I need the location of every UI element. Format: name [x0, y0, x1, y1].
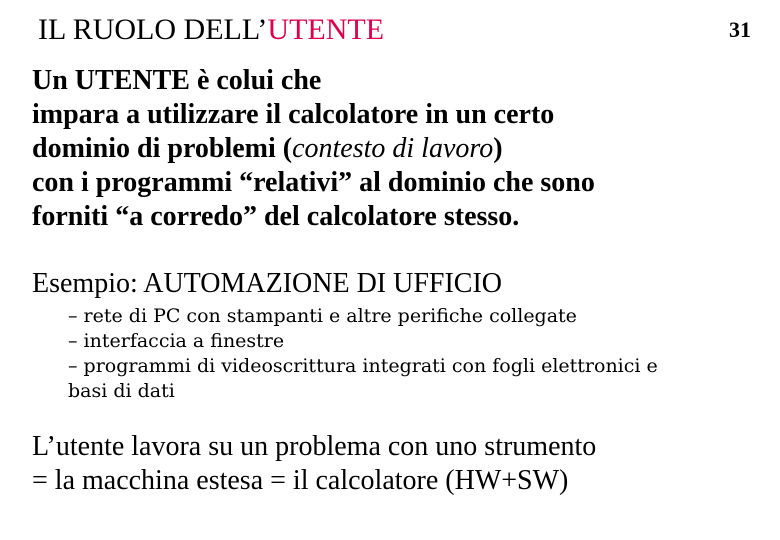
page-number: 31	[729, 17, 751, 42]
intro-line-4: con i programmi “relativi” al dominio che sono	[32, 167, 595, 198]
intro-line-2: impara a utilizzare il calcolatore in un certo	[32, 99, 555, 130]
intro-line-3-prefix: dominio di problemi (	[32, 133, 293, 164]
slide-title-prefix: IL RUOLO DELL’	[38, 13, 268, 46]
intro-line-3-italic: contesto di lavoro	[292, 133, 494, 164]
intro-line-3	[32, 132, 762, 166]
example-item: basi di dati	[68, 380, 175, 402]
conclusion-paragraph	[32, 430, 772, 498]
intro-line-3-suffix: )	[493, 133, 503, 164]
example-item: – interfaccia a finestre	[68, 330, 285, 352]
intro-paragraph	[32, 64, 762, 234]
example-heading: Esempio: AUTOMAZIONE DI UFFICIO	[32, 268, 503, 299]
slide-title	[38, 10, 384, 50]
slide-title-accent: UTENTE	[267, 13, 385, 46]
example-item: – programmi di videoscrittura integrati con fogli elettronici e	[68, 355, 658, 377]
conclusion-line-2: = la macchina estesa = il calcolatore (HW+SW)	[32, 465, 569, 496]
intro-line-5: forniti “a corredo” del calcolatore stesso.	[32, 201, 520, 232]
example-list	[68, 304, 758, 404]
intro-line-1: Un UTENTE è colui che	[32, 65, 322, 96]
conclusion-line-1: L’utente lavora su un problema con uno strumento	[32, 431, 597, 462]
example-item: – rete di PC con stampanti e altre perifiche collegate	[68, 305, 577, 327]
